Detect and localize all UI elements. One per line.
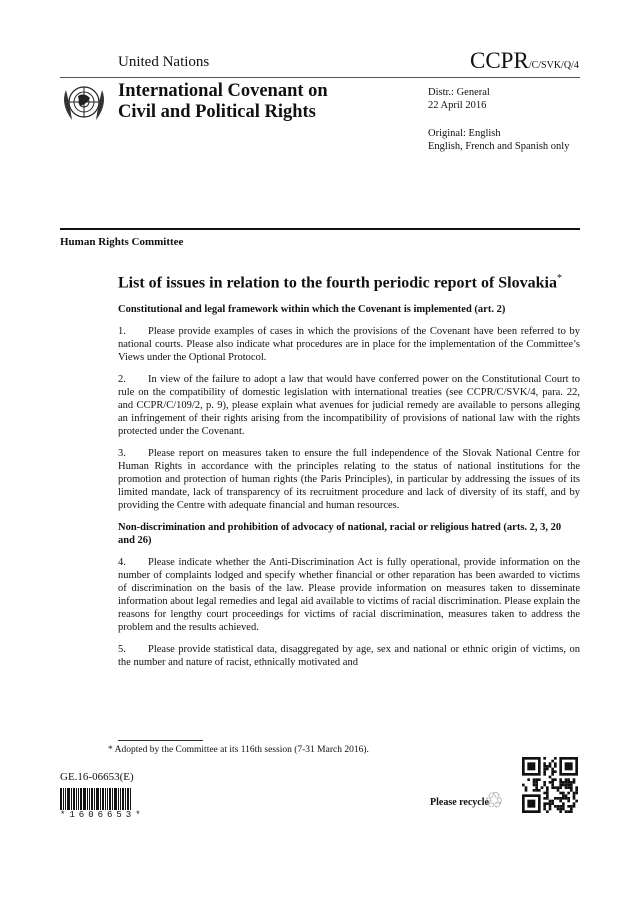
paragraph xyxy=(118,447,580,512)
org-name: United Nations xyxy=(118,54,210,70)
paragraph xyxy=(118,643,580,669)
section-rule xyxy=(60,228,580,230)
paragraph-text: Please report on measures taken to ensure the full independence of the Slovak National Centre for Human Rights in accordance with the principles relating to the status of national institutions for the promotion and protection of human rights (the Paris Principles), in particular by addressing the issues of its limited mandate, lack of transparency of its recruitment procedure and lack of diversity of its staff, and by providing the Centre with adequate financial and human resources. xyxy=(118,448,580,512)
distribution: Distr.: General xyxy=(428,87,490,98)
distribution-info xyxy=(428,86,490,112)
qr-code-icon xyxy=(522,757,578,813)
date: 22 April 2016 xyxy=(428,100,487,111)
section-heading: Constitutional and legal framework within which the Covenant is implemented (art. 2) xyxy=(118,304,506,316)
paragraph xyxy=(118,556,580,634)
symbol-sub: /C/SVK/Q/4 xyxy=(528,60,579,71)
main-content xyxy=(118,270,580,678)
covenant-title xyxy=(118,81,328,123)
document-symbol xyxy=(470,48,579,74)
barcode-icon xyxy=(60,788,150,810)
paragraph-text: Please provide statistical data, disaggregated by age, sex and national or ethnic origin of victims, on the number and nature of racist, ethnically motivated and xyxy=(118,644,580,669)
title-line-2: Civil and Political Rights xyxy=(118,102,316,122)
paragraph-text: Please indicate whether the Anti-Discrimination Act is fully operational, provide information on the number of complaints lodged and specify whether financial or other reparation has been awarded to victims of discrimination on the basis of the law. Please provide information on measures taken to disseminate information about legal remedies and legal aid available to victims of racial discrimination. Please explain the reasons for lengthy court proceedings for victims of racial discrimination, measures taken to address the problem and the results achieved. xyxy=(118,557,580,634)
paragraph-number: 2. xyxy=(118,374,126,386)
language-info xyxy=(428,127,569,153)
paragraph-text: Please provide examples of cases in which the provisions of the Covenant have been referred to by national courts. Please also indicate what procedures are in place for the implementation of the Committee’s Views under the Optional Protocol. xyxy=(118,326,580,364)
paragraph-number: 1. xyxy=(118,326,126,338)
paragraph-number: 5. xyxy=(118,644,126,656)
committee-name: Human Rights Committee xyxy=(60,236,184,248)
languages: English, French and Spanish only xyxy=(428,141,570,152)
barcode-text: *1606653* xyxy=(60,810,145,820)
footnote: * Adopted by the Committee at its 116th session (7-31 March 2016). xyxy=(108,745,369,755)
title-line-1: International Covenant on xyxy=(118,81,328,101)
paragraph xyxy=(118,325,580,364)
paragraph-number: 4. xyxy=(118,557,126,569)
document-title: List of issues in relation to the fourth periodic report of Slovakia* xyxy=(118,273,562,292)
footnote-rule xyxy=(118,740,203,741)
original-language: Original: English xyxy=(428,128,501,139)
recycle-icon: ♲ xyxy=(484,788,504,813)
recycle-text: Please recycle xyxy=(430,797,489,808)
header-rule xyxy=(60,77,580,78)
job-number: GE.16-06653(E) xyxy=(60,771,134,783)
paragraph-number: 3. xyxy=(118,448,126,460)
paragraph-text: In view of the failure to adopt a law that would have conferred power on the Constitutional Court to rule on the compatibility of domestic legislation with international treaties (see CCPR/C/SVK/4, para. 22, and CCPR/C/109/2, p. 9), please explain what avenues for judicial remedy are available to persons alleging an infringement of their rights arising from the incompatibility of provisions of national law with the rights protected under the Covenant. xyxy=(118,374,580,438)
symbol-main: CCPR xyxy=(470,48,529,73)
section-heading: Non-discrimination and prohibition of advocacy of national, racial or religious hatred (arts. 2, 3, 20 and 26) xyxy=(118,522,562,547)
un-emblem-icon xyxy=(58,80,110,126)
paragraph xyxy=(118,373,580,438)
